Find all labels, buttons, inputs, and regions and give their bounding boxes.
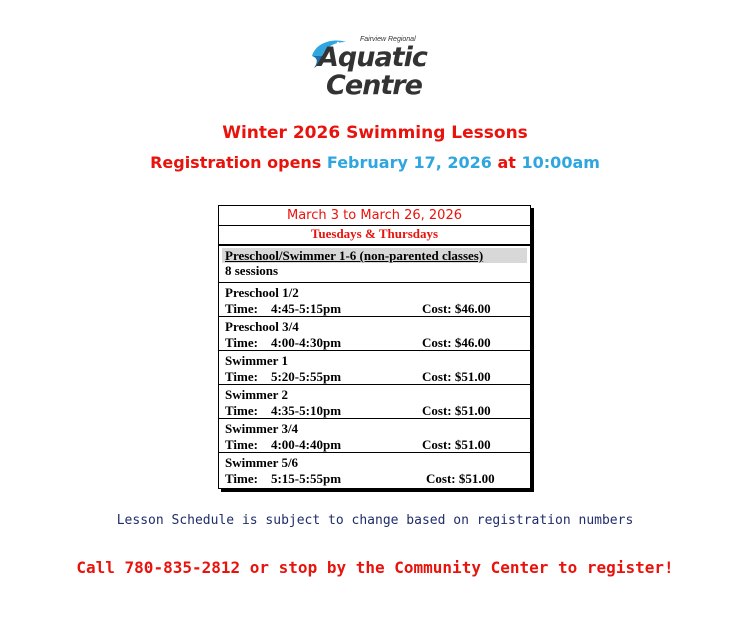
logo-subtitle: Fairview Regional bbox=[360, 36, 416, 43]
class-cost: Cost: $46.00 bbox=[422, 335, 491, 350]
class-cost: Cost: $51.00 bbox=[422, 437, 491, 452]
aquatic-centre-logo bbox=[308, 28, 438, 104]
class-row bbox=[219, 385, 530, 419]
class-cost: Cost: $51.00 bbox=[422, 369, 491, 384]
registration-date: February 17, 2026 bbox=[326, 153, 492, 172]
class-time: Time: 4:45-5:15pm bbox=[225, 301, 342, 316]
class-cost: Cost: $51.00 bbox=[426, 471, 495, 486]
registration-time: 10:00am bbox=[521, 153, 600, 172]
registration-at: at bbox=[497, 153, 516, 172]
class-time: Time: 4:00-4:30pm bbox=[225, 335, 342, 350]
class-time: Time: 5:15-5:55pm bbox=[225, 471, 342, 486]
class-time: Time: 4:00-4:40pm bbox=[225, 437, 342, 452]
schedule-days: Tuesdays & Thursdays bbox=[219, 226, 530, 246]
schedule-date-range: March 3 to March 26, 2026 bbox=[219, 206, 530, 226]
schedule-section bbox=[219, 248, 530, 283]
class-row bbox=[219, 453, 530, 486]
class-row bbox=[219, 351, 530, 385]
class-row bbox=[219, 317, 530, 351]
class-time: Time: 4:35-5:10pm bbox=[225, 403, 342, 418]
class-row bbox=[219, 283, 530, 317]
class-name: Preschool 3/4 bbox=[225, 319, 299, 334]
class-time: Time: 5:20-5:55pm bbox=[225, 369, 342, 384]
registration-prefix: Registration opens bbox=[150, 153, 322, 172]
registration-line bbox=[0, 153, 750, 172]
page-title: Winter 2026 Swimming Lessons bbox=[222, 123, 528, 143]
section-title: Preschool/Swimmer 1-6 (non-parented classes) bbox=[222, 248, 527, 263]
class-name: Swimmer 2 bbox=[225, 387, 288, 402]
class-name: Swimmer 3/4 bbox=[225, 421, 299, 436]
class-row bbox=[219, 419, 530, 453]
logo-word-aquatic: Aquatic bbox=[318, 42, 427, 73]
call-to-action: Call 780-835-2812 or stop by the Community Center to register! bbox=[76, 558, 674, 577]
logo-word-centre: Centre bbox=[326, 70, 422, 101]
class-name: Preschool 1/2 bbox=[225, 285, 299, 300]
schedule-table bbox=[218, 205, 531, 489]
class-cost: Cost: $46.00 bbox=[422, 301, 491, 316]
section-sessions: 8 sessions bbox=[225, 263, 279, 278]
class-cost: Cost: $51.00 bbox=[422, 403, 491, 418]
class-name: Swimmer 5/6 bbox=[225, 455, 299, 470]
class-name: Swimmer 1 bbox=[225, 353, 288, 368]
schedule-note: Lesson Schedule is subject to change based on registration numbers bbox=[116, 513, 634, 528]
